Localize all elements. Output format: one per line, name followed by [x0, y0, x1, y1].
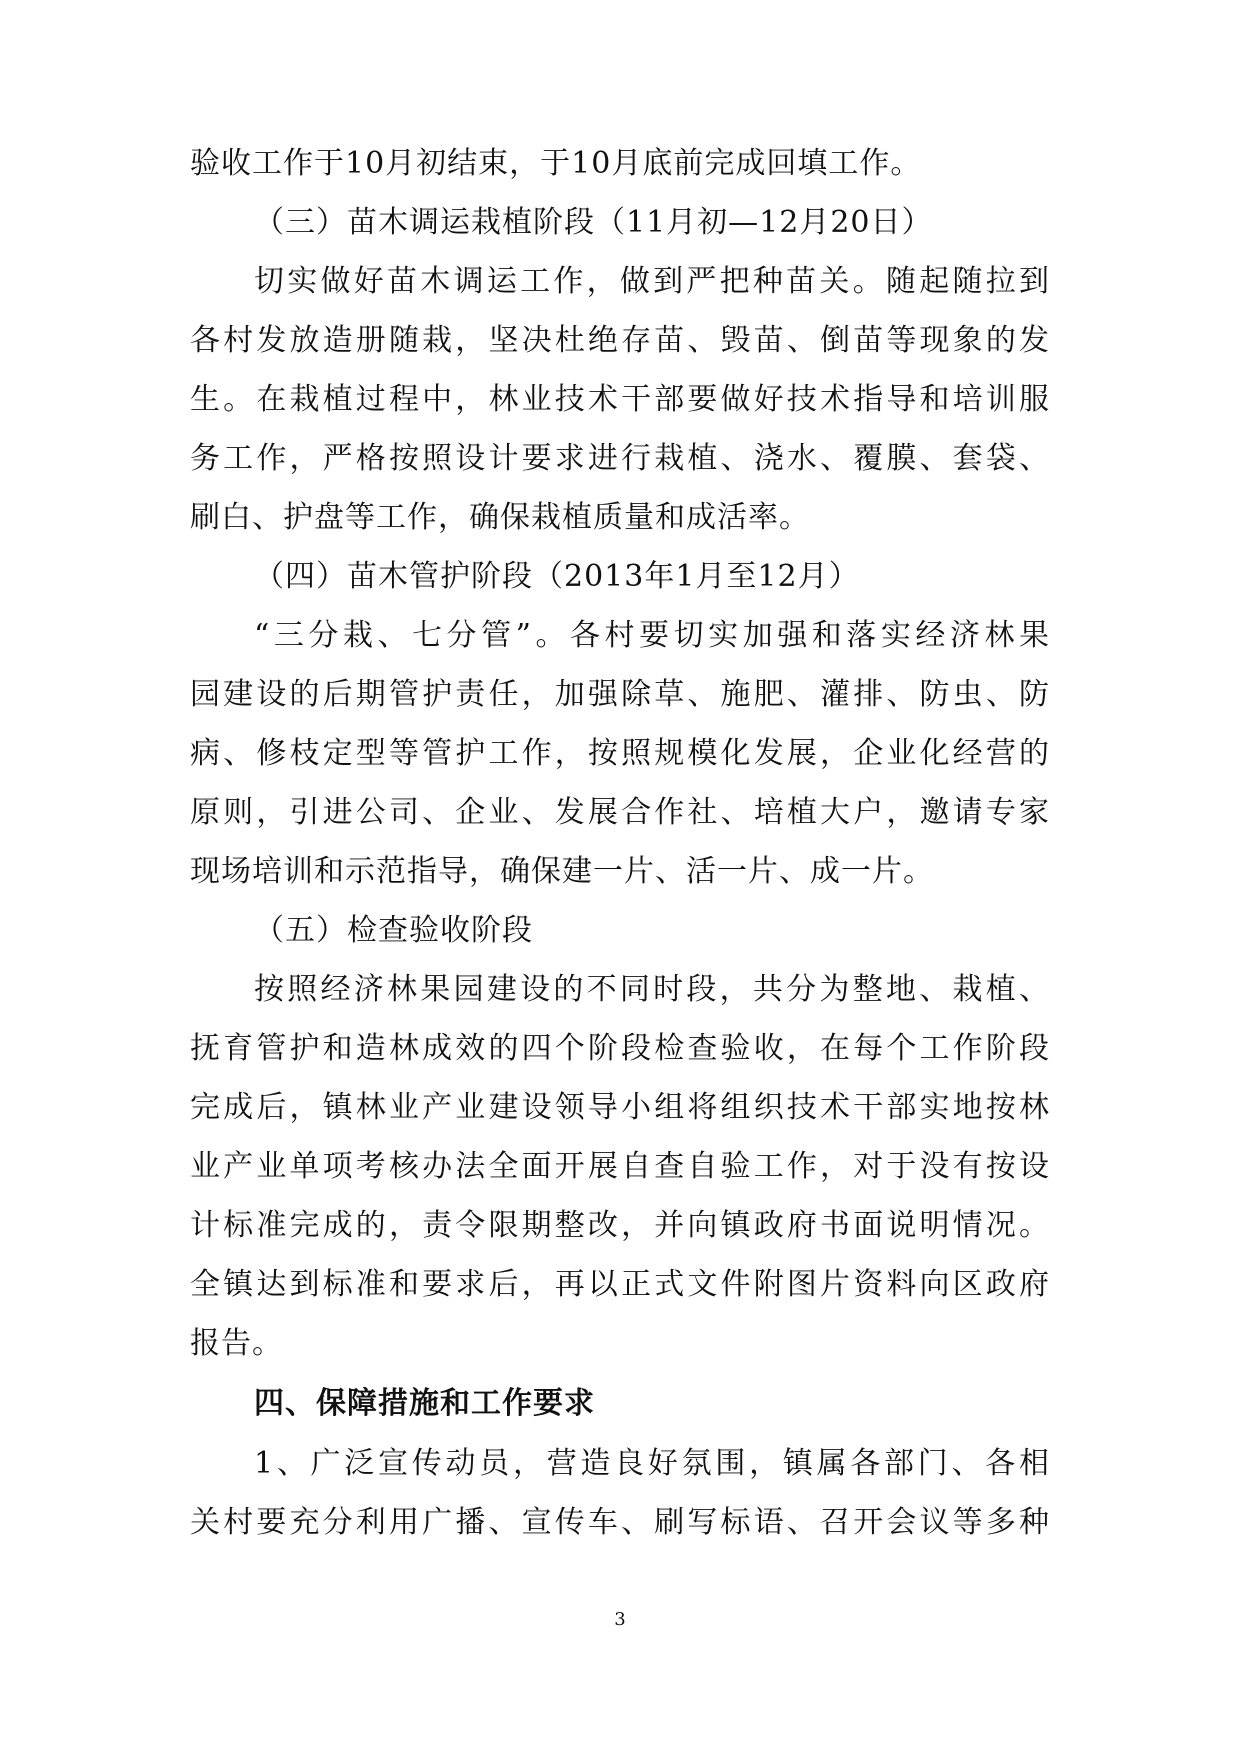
paragraph-line: 各村发放造册随栽，坚决杜绝存苗、毁苗、倒苗等现象的发: [190, 323, 1050, 358]
paragraph-line: 切实做好苗木调运工作，做到严把种苗关。随起随拉到: [254, 264, 1050, 299]
paragraph-line: 生。在栽植过程中，林业技术干部要做好技术指导和培训服: [190, 382, 1050, 417]
section-heading-5: （五）检查验收阶段: [254, 913, 533, 948]
paragraph-line: 刷白、护盘等工作，确保栽植质量和成活率。: [190, 500, 810, 535]
paragraph-line: 完成后，镇林业产业建设领导小组将组织技术干部实地按林: [190, 1090, 1050, 1125]
paragraph-line: 全镇达到标准和要求后，再以正式文件附图片资料向区政府: [190, 1267, 1050, 1302]
paragraph-line: 关村要充分利用广播、宣传车、刷写标语、召开会议等多种: [190, 1505, 1050, 1540]
paragraph-line: 报告。: [190, 1326, 283, 1361]
paragraph-line: 计标准完成的，责令限期整改，并向镇政府书面说明情况。: [190, 1208, 1050, 1243]
chapter-heading: 四、保障措施和工作要求: [254, 1386, 595, 1421]
section-heading-3: （三）苗木调运栽植阶段（11月初—12月20日）: [254, 205, 933, 240]
section-heading-4: （四）苗木管护阶段（2013年1月至12月）: [254, 559, 860, 594]
paragraph-line: 1、广泛宣传动员，营造良好氛围，镇属各部门、各相: [254, 1446, 1050, 1481]
paragraph-line: 业产业单项考核办法全面开展自查自验工作，对于没有按设: [190, 1149, 1050, 1184]
paragraph-line: 验收工作于10月初结束，于10月底前完成回填工作。: [190, 146, 922, 181]
paragraph-line: “三分栽、七分管”。各村要切实加强和落实经济林果: [254, 618, 1050, 653]
paragraph-line: 园建设的后期管护责任，加强除草、施肥、灌排、防虫、防: [190, 677, 1050, 712]
paragraph-line: 务工作，严格按照设计要求进行栽植、浇水、覆膜、套袋、: [190, 441, 1050, 476]
paragraph-line: 原则，引进公司、企业、发展合作社、培植大户，邀请专家: [190, 795, 1050, 830]
paragraph-line: 现场培训和示范指导，确保建一片、活一片、成一片。: [190, 854, 934, 889]
paragraph-line: 抚育管护和造林成效的四个阶段检查验收，在每个工作阶段: [190, 1031, 1050, 1066]
paragraph-line: 按照经济林果园建设的不同时段，共分为整地、栽植、: [254, 972, 1050, 1007]
paragraph-line: 病、修枝定型等管护工作，按照规模化发展，企业化经营的: [190, 736, 1050, 771]
page-number: 3: [614, 1609, 626, 1630]
